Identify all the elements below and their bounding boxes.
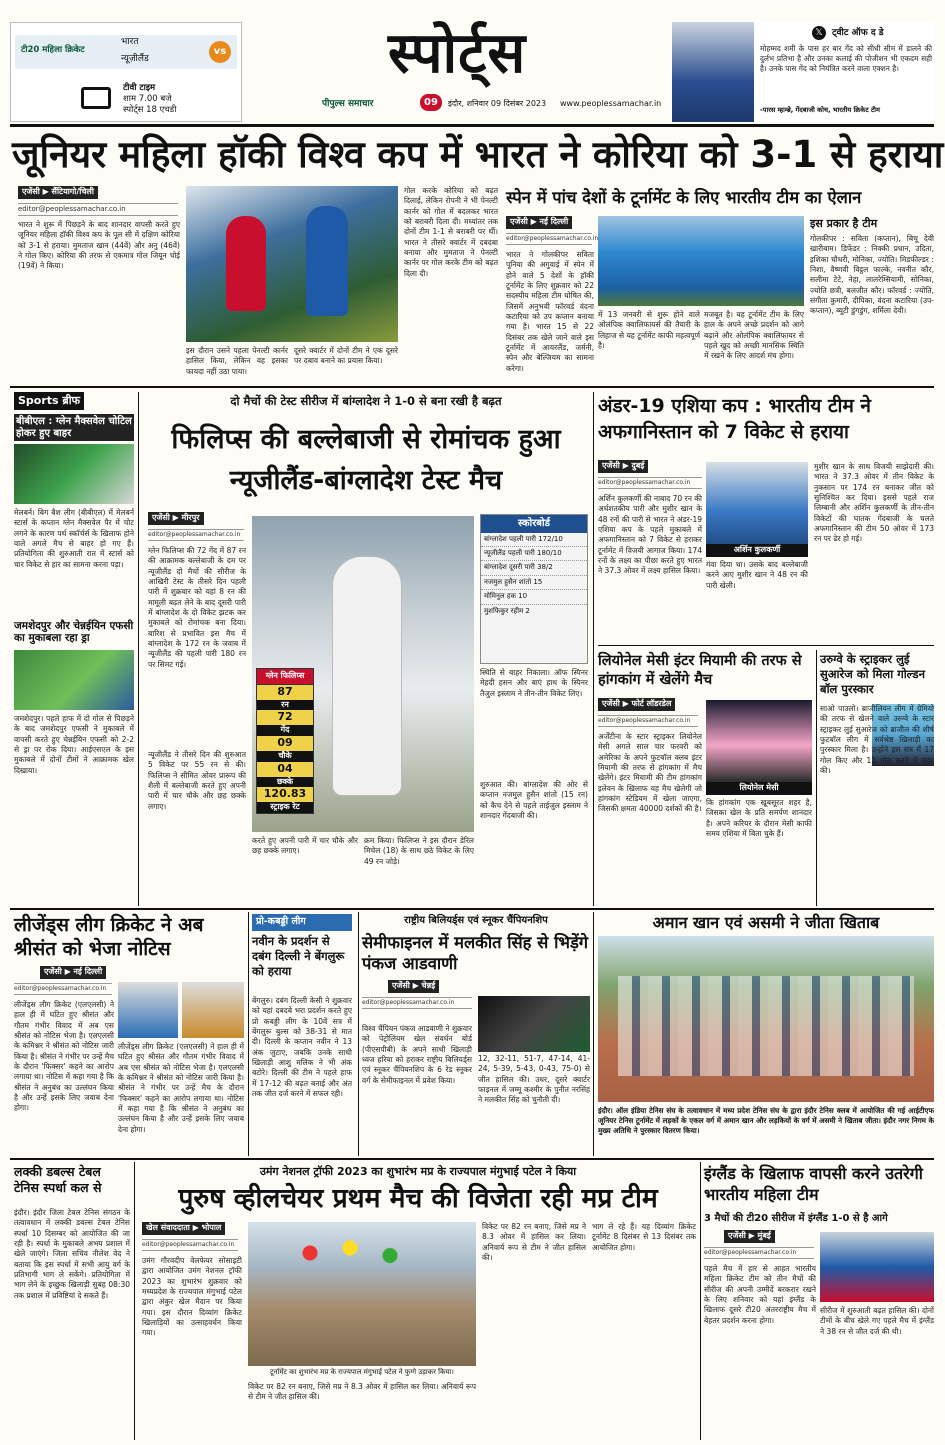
brief-h2: जमशेदपुर और चेन्नईयिन एफसी का मुकाबला रहा ड्रा [14, 620, 134, 645]
uruguay-text: साओ पाउलो। ब्राजीलियन लीग में ग्रेमियो की तरफ से खेलने वाले उरुग्वे के स्टार स्ट्राइकर लुई सुआरेज को ब्राजील की शीर्ष फुटबॉल लीग में सर्वश्रेष्ठ खिलाड़ी का पुरस्कार मिला है। उन्होंने इस सत्र में 17 गोल किए और 11 गोल करने में मदद की। [820, 704, 934, 776]
wheel-kicker: उमंग नेशनल ट्रॉफी 2023 का शुभारंभ मप्र के राज्यपाल मंगुभाई पटेल ने किया [259, 1165, 577, 1178]
stat-value: 04 [277, 761, 293, 775]
coach-photo [672, 22, 754, 122]
stat-row [257, 787, 313, 813]
stat-label: रन [257, 700, 313, 711]
tv-time-label: टीवी टाइम [123, 83, 156, 93]
legends-text-2: लीजेंड्स लीग क्रिकेट (एलएलसी) ने हाल ही में घटित हुए श्रीसंत और गौतम गंभीर विवाद में अब एस श्रीसंत को नोटिस भेजा है। एलएलसी के कमिश्नर ने श्रीसंत को नोटिस जारी किया है। श्रीसंत ने गंभीर पर उन्हें मैच के दौरान 'फिक्सर' कहने का आरोप लगाया था। नोटिस में कहा गया है कि श्रीसंत ने अनुबंध का उल्लंघन किया है और उन्हें इसके लिए जवाब देना होगा। [118, 1042, 244, 1134]
billiards-email: editor@peoplessamachar.co.in [362, 997, 472, 1009]
hockey-byline-text: एजेंसी ▶ सैंटियागो/चिली [18, 186, 98, 199]
score-line: नजमुल हुसैन शांतो 15 [481, 576, 587, 590]
u19-headline: अंडर-19 एशिया कप : भारतीय टीम ने अफगानिस्तान को 7 विकेट से हराया [598, 395, 871, 443]
hockey-caption1: इस दौरान उसने पहला पेनल्टी कार्नर हासिल किया, लेकिन वह इसका फायदा नहीं उठा पाया। [186, 346, 288, 376]
test-byline-text: एजेंसी ▶ मीरपुर [148, 512, 204, 525]
test-caption-left: करते हुए अपनी पारी में चार चौके और छह छक्के लगाए। [252, 836, 358, 856]
score-line: बांग्लादेश पहली पारी 172/10 [481, 533, 587, 547]
advani-photo [478, 996, 590, 1052]
vrule-kabaddi [358, 912, 359, 1156]
u19-col1: अर्शिन कुलकर्णी की नाबाद 70 रन की अर्धशतकीय पारी और मुशीर खान के 48 रनों की पारी से भारत ने अंडर-19 एशिया कप के पहले मुकाबले में अफगानिस्तान को 7 विकेट से हराकर टूर्नामेंट में विजयी आगाज किया। 174 रनों के लक्ष्य का पीछा करते हुए भारत ने 37.3 ओवर में लक्ष्य हासिल किया। [598, 494, 702, 576]
test-col1: ग्लेन फिलिप्स की 72 गेंद में 87 रन की आक्रामक बल्लेबाजी के दम पर न्यूजीलैंड दो मैचों की सीरीज के आखिरी टेस्ट के तीसरे दिन पहली पारी में शुक्रवार को यहां 8 रन की मामूली बढ़त लेने के बाद दूसरी पारी में बांग्लादेश के दो विकेट झटक कर मुकाबले को रोमांचक बना दिया। बारिश से प्रभावित इस मैच में बांग्लादेश के 172 रन के जवाब में न्यूजीलैंड की पहली पारी 180 रन पर सिमट गई। [148, 546, 246, 669]
legends-byline [40, 966, 106, 979]
wheel-photo-caption: टूर्नामेंट का शुभारंभ मप्र के राज्यपाल मंगुभाई पटेल ने फुग्गे उड़ाकर किया। [270, 1368, 454, 1376]
scoreboard-title: स्कोरबोर्ड [481, 515, 587, 533]
tt-text: इंदौर। इंदौर जिला टेबल टेनिस संगठन के तत्वावधान में लक्की डबल्स टेबल टेनिस स्पर्धा 10 दिसम्बर को आयोजित की जा रही है। स्पर्धा के मुकाबले अभय प्रशाल में खेले जाएंगे। जिला सचिव नीलेश वेद ने बताया कि इस स्पर्धा में सभी आयु वर्ग के प्रतिभागी भाग ले सकेंगे। प्रतियोगिता में भाग लेने के इच्छुक खिलाड़ी सुबह 08:30 तक प्रशाल में प्रविष्टियां दे सकते हैं। [14, 1208, 130, 1300]
tv-channel: स्पोर्ट्स 18 एचडी [123, 105, 177, 115]
messi-byline [598, 698, 675, 711]
section-title: स्पोर्ट्स [388, 21, 527, 86]
spain-col1: भारत ने गोलकीपर सविता पूनिया की अगुवाई में स्पेन में होने वाले 5 देशों के हॉकी टूर्नामेंट के लिए शुक्रवार को 22 सदस्यीय महिला टीम घोषित की, जिसमें अनुभवी फॉरवर्ड वंदना कटारिया को उप कप्तान बनाया गया है। भारत 15 से 22 दिसंबर तक खेले जाने वाले इस टूर्नामेंट में आयरलैंड, जर्मनी, स्पेन और बेल्जियम का सामना करेगा। [506, 250, 594, 373]
rule-3 [10, 1158, 934, 1160]
spain-byline [506, 216, 572, 229]
tennis-photo [598, 936, 934, 1102]
dateline: इंदौर, शनिवार 09 दिसंबर 2023 [448, 99, 547, 108]
spain-byline-text: एजेंसी ▶ नई दिल्ली [506, 216, 572, 229]
u19-col2: गंवा दिया था। उसके बाद बल्लेबाजी करने आए मुशीर खान ने 48 रन की पारी खेली। [706, 560, 808, 590]
billiards-kicker: राष्ट्रीय बिलियर्ड्स एवं स्नूकर चैंपियनशिप [404, 915, 548, 926]
spain-col2: मजबूत है। यह टूर्नामेंट टीम के लिए हाल के अपने अच्छे प्रदर्शन को आगे बढ़ाने और ओलंपिक क्वालिफायर से पहले खुद को अच्छी मानसिक स्थिति में रखने के लिए आदर्श मंच होगा। [704, 310, 804, 361]
billiards-text: विश्व चैंपियन पंकज आडवाणी ने शुक्रवार को पेट्रोलियम खेल संवर्धन बोर्ड (पीएसपीबी) के अपने साथी खिलाड़ी ध्वज हरिया को हराकर राष्ट्रीय बिलियर्ड्स एवं स्नूकर चैंपियनशिप के 6 रेड स्नूकर वर्ग के सेमीफाइनल में प्रवेश किया। [362, 1024, 472, 1085]
stat-row [257, 710, 313, 736]
vrule-tt [134, 1162, 135, 1440]
page-number: 09 [420, 94, 442, 111]
gambhir-photo [118, 982, 178, 1038]
team-list: गोलकीपर : सविता (कप्तान), बिचू देवी खारीबाम। डिफेंडर : निक्की प्रधान, उदिता, इशिका चौधरी, मोनिका, ज्योति। मिडफील्डर : निशा, वैष्णवी विट्ठल फाल्के, नवनीत कौर, सलीमा टेटे, नेहा, लालरेम्सियामी, सोनिका, ज्योति छत्री, बलजीत कौर। फॉरवर्ड : ज्योति, संगीता कुमारी, दीपिका, वंदना कटारिया (उप-कप्तान), ब्यूटी डुंगडुंग, शर्मिला देवी। [810, 234, 934, 316]
legends-byline-text: एजेंसी ▶ नई दिल्ली [40, 966, 106, 979]
billiards-byline [388, 980, 439, 993]
womens-text: पहले मैच में हार से आहत भारतीय महिला क्रिकेट टीम को तीन मैचों की सीरीज की अपनी उम्मीदें बरकरार रखने के लिए शनिवार को यहां इंग्लैंड के खिलाफ दूसरे टी20 अंतरराष्ट्रीय मैच में बेहतर प्रदर्शन करना होगा। [704, 1264, 816, 1325]
hockey-byline [18, 186, 98, 199]
wheel-byline [142, 1222, 225, 1235]
kabaddi-headline: नवीन के प्रदर्शन से दबंग दिल्ली ने बेंगलुरू को हराया [252, 934, 345, 978]
spain-email: editor@peoplessamachar.co.in [506, 233, 592, 245]
tweet-box [672, 22, 934, 122]
aman-headline: अमान खान एवं असमी ने जीता खिताब [652, 913, 880, 932]
vrule-wheel [700, 1162, 701, 1440]
kabaddi-tag: प्रो-कबड्डी लीग [252, 914, 352, 931]
scoreboard [480, 514, 588, 664]
tv-box [10, 22, 242, 122]
stat-row [257, 684, 313, 711]
brief-logo-text: Sports ब्रीफ [18, 394, 81, 407]
hockey-photo [186, 186, 398, 342]
uruguay-headline: उरुग्वे के स्ट्राइकर लुई सुआरेज को मिला गोल्डन बॉल पुरस्कार [820, 652, 925, 696]
spain-team-photo [598, 216, 804, 306]
sreesanth-photo [182, 982, 244, 1038]
messi-headline: लियोनेल मेसी इंटर मियामी की तरफ से हांगकांग में खेलेंगे मैच [598, 653, 802, 688]
x-icon: 𝕏 [812, 26, 826, 40]
stat-value: 72 [277, 710, 293, 724]
tweet-text: मोहम्मद शमी के पास हर बार गेंद को सीधी सीम में डालने की दुर्लभ प्रतिभा है और उनका कलाई की पोजीशन भी एकदम सही है। उनके पास गेंद को नियंत्रित करने वाला एक्शन है। [760, 44, 932, 74]
arshin-photo [706, 462, 808, 544]
hockey-headline: जूनियर महिला हॉकी विश्व कप में भारत ने कोरिया को 3-1 से हराया [12, 133, 944, 176]
vrule-legends [248, 912, 249, 1156]
stat-value: 09 [277, 736, 293, 750]
u19-byline [598, 460, 648, 473]
rule-u19 [598, 645, 934, 646]
vrule-brief [138, 392, 139, 906]
tv-category: टी20 महिला क्रिकेट [21, 45, 85, 55]
maxwell-photo [14, 444, 134, 504]
u19-email: editor@peoplessamachar.co.in [598, 477, 702, 489]
rule-2 [10, 908, 934, 910]
legends-email: editor@peoplessamachar.co.in [14, 983, 112, 995]
vs-badge: vs [209, 41, 231, 63]
messi-byline-text: एजेंसी ▶ फोर्ट लॉडरडेल [598, 698, 675, 711]
womens-byline-text: एजेंसी ▶ मुंबई [724, 1230, 775, 1243]
tv-team2: न्यूज़ीलैंड [121, 54, 149, 64]
stat-player-name: ग्लेन फिलिप्स [257, 669, 313, 684]
vrule-messi [816, 650, 817, 906]
test-byline [148, 512, 204, 525]
rule-1 [10, 386, 934, 388]
hockey-col2: गोल करके कोरिया को बढ़त दिलाई, लेकिन रोपनी ने भी पेनल्टी कार्नर को गोल में बदलकर भारत को बराबरी दिला दी। मध्यांतर तक दोनों टीम 1-1 से बराबरी पर थीं। भारत ने तीसरे क्वार्टर में दबदबा बनाया और मुमताज ने पेनल्टी कार्नर पर गोल करके टीम को बढ़त दिला दी। [404, 186, 498, 278]
wheel-col3: भाग ले रहे हैं। यह दिव्यांग क्रिकेट टूर्नामेंट 8 दिसंबर से 13 दिसंबर तक आयोजित होगा। [592, 1222, 696, 1252]
test-caption-right: क्रम किया। फिलिप्स ने इस दौरान डेरिल मिचेल (18) के साथ छठे विकेट के लिए 49 रन जोड़े। [364, 836, 474, 866]
tennis-group [618, 976, 914, 1076]
test-email: editor@peoplessamachar.co.in [148, 529, 244, 541]
player-red [226, 216, 266, 311]
womens-photo [820, 1232, 934, 1302]
spain-caption: में 13 जनवरी से शुरू होने वाले ओलंपिक क्वालिफायर्स की तैयारी के लिहाज से यह टूर्नामेंट काफी महत्वपूर्ण है। [598, 310, 700, 351]
vrule-billiards [593, 912, 594, 1156]
stat-row [257, 736, 313, 762]
stat-label: स्ट्राइक रेट [257, 802, 313, 813]
wheel-photo-below: विकेट पर 82 रन बनाए, जिसे मप्र ने 8.3 ओवर में हासिल कर लिया। अनिवार्य रूप से टीम ने जीत हासिल की। [248, 1382, 476, 1402]
messi-caption: लियोनेल मेसी [706, 782, 812, 795]
stat-value: 120.83 [263, 787, 307, 801]
womens-email: editor@peoplessamachar.co.in [704, 1247, 814, 1259]
aman-caption: इंदौर। ऑल इंडिया टेनिस संघ के तत्वावधान में मध्य प्रदेश टेनिस संघ के द्वारा इंदौर टेनिस क्लब में आयोजित की गई आईटीएफ जूनियर टेनिस टूर्नामेंट में लड़कों के एकल वर्ग में अमान खान और लड़कियों के वर्ग में असमी ने खिताब जीता। इंदौर नगर निगम के मुख्य अतिथि ने पुरस्कार वितरण किया। [598, 1106, 934, 1135]
wheel-text: उमंग गौरवदीप वेलफेयर सोसाइटी द्वारा आयोजित उमंग नेशनल ट्रॉफी 2023 का शुभारंभ शुक्रवार को मध्यप्रदेश के राज्यपाल मंगुभाई पटेल द्वारा अंकुर खेल मैदान पर किया गया। इस दौरान दिव्यांग क्रिकेट खिलाड़ियों का उत्साहवर्धन किया गया। [142, 1256, 242, 1338]
batsman [332, 556, 402, 796]
womens-kicker: 3 मैचों की टी20 सीरीज में इंग्लैंड 1-0 से है आगे [704, 1213, 888, 1224]
tweet-credit: -पारस म्हाम्ब्रे, गेंदबाजी कोच, भारतीय क्रिकेट टीम [760, 106, 880, 114]
test-tail: शुरुआत की। बांग्लादेश की ओर से कप्तान नजमुल हुसैन शांतो (15 रन) को कैच देने से पहले ताईजुल इस्लाम ने शानदार गेंदबाजी की। [480, 780, 588, 821]
wheel-photo [248, 1222, 476, 1366]
billiards-headline: सेमीफाइनल में मलकीत सिंह से भिड़ेंगे पंकज आडवाणी [362, 933, 589, 974]
test-col2: न्यूजीलैंड ने तीसरे दिन की शुरुआत 5 विकेट पर 55 रन से की। फिलिप्स ने सीमित ओवर प्रारूप की शैली में बल्लेबाजी करते हुए अपनी पारी में चार चौके और छह छक्के लगाए। [148, 750, 246, 811]
kabaddi-text: बेंगलुरु। दबंग दिल्ली केसी ने शुक्रवार को यहां दबदबे भरा प्रदर्शन करते हुए प्रो कबड्डी लीग के 10वें सत्र में बेंगलुरू बुल्स को 38-31 से मात दी। दिल्ली के कप्तान नवीन ने 13 अंक जुटाए, जबकि उनके साथी खिलाड़ी आशु मलिक ने भी अंक बटोरे। दिल्ली की टीम ने पहले हाफ में 17-12 की बढ़त बनाई और अंत तक जीत दर्ज करने में सफल रही। [252, 996, 352, 1099]
tv-icon [81, 87, 111, 109]
messi-email: editor@peoplessamachar.co.in [598, 715, 698, 727]
team-list-title: इस प्रकार है टीम [810, 217, 878, 230]
messi-text: अर्जेंटीना के स्टार स्ट्राइकर लियोनेल मेसी अगले साल चार फरवरी को अमेरिका के अपने फुटबॉल क्लब इंटर मियामी की तरफ से हांगकांग में मैच खेलेंगे। इंटर मियामी की टीम हांगकांग इलेवन के खिलाफ यह मैच खेलेगी जो हांगकांग स्टेडियम में खेला जाएगा, जिसकी क्षमता 40000 दर्शकों की है। [598, 732, 702, 814]
stat-label: चौके [257, 751, 313, 762]
score-line: मोमिनुल हक 10 [481, 590, 587, 604]
tv-time: शाम 7.00 बजे [123, 94, 172, 104]
wheel-headline: पुरुष व्हीलचेयर प्रथम मैच की विजेता रही मप्र टीम [178, 1183, 658, 1214]
wheel-byline-text: खेल संवाददाता ▶ भोपाल [142, 1222, 225, 1235]
stat-row [257, 762, 313, 788]
u19-byline-text: एजेंसी ▶ दुबई [598, 460, 648, 473]
spain-headline: स्पेन में पांच देशों के टूर्नामेंट के लिए भारतीय टीम का ऐलान [506, 188, 862, 207]
tt-headline: लक्की डबल्स टेबल टेनिस स्पर्धा कल से [14, 1164, 102, 1196]
messi-photo [706, 700, 812, 782]
masthead-rule [10, 124, 934, 127]
stat-value: 87 [277, 684, 293, 698]
stat-label: गेंद [257, 725, 313, 736]
arshin-caption: अर्शिन कुलकर्णी [706, 544, 808, 557]
brief-h1: बीबीएल : ग्लेन मैक्सवेल चोटिल होकर हुए बाहर [14, 414, 134, 441]
tv-team1: भारत [121, 37, 139, 47]
player-stat-box [256, 668, 314, 814]
score-line: न्यूजीलैंड पहली पारी 180/10 [481, 547, 587, 561]
hockey-col1: भारत ने शुरू में पिछड़ने के बाद शानदार वापसी करते हुए जूनियर महिला हॉकी विश्व कप के पूल सी में दक्षिण कोरिया को 3-1 से हराया। मुमताज खान (44वें) और अनु (46वें) ने गोल किए। कोरिया की तरफ से एकमात्र गोल जियून चोई (19वें) ने किया। [18, 220, 180, 271]
wheel-email: editor@peoplessamachar.co.in [142, 1239, 238, 1251]
billiards-right: 12, 32-11, 51-7, 47-14, 41-24, 5-39, 5-43, 0-43, 75-0) से जीत हासिल की। उधर, दूसरे क्वार्टर फाइनल में जम्मू कश्मीर के पुनीत नरसिंह ने मलकीत सिंह को चुनौती दी। [478, 1054, 590, 1105]
messi-text2: कि हांगकांग एक खूबसूरत शहर है, जिसका खेल के प्रति समर्पण शानदार है। अपने करियर के दौरान मेसी काफी समय एशिया में बिता चुके हैं। [706, 798, 812, 839]
womens-headline: इंग्लैंड के खिलाफ वापसी करने उतरेगी भारतीय महिला टीम [704, 1164, 923, 1204]
u19-col3: मुशीर खान के साथ विजयी साझेदारी की। भारत ने 37.3 ओवर में तीन विकेट के नुकसान पर 174 रन बनाकर जीत को सुनिश्चित कर दिया। इससे पहले राज लिम्बानी और अर्शिन कुलकर्णी के तीन-तीन विकेटों की घातक गेंदबाजी के चलते अफगानिस्तान की टीम 50 ओवर में 173 रन पर ढेर हो गई। [814, 462, 934, 544]
player-blue [306, 206, 348, 316]
football-photo [14, 650, 134, 710]
paper-name: पीपुल्स समाचार [322, 99, 374, 109]
score-tail: स्थिति से बाहर निकाला। ऑफ स्पिनर मेहदी हसन और बाएं हाथ के स्पिनर तैजुल इस्लाम ने तीन-तीन विकेट लिए। [480, 668, 588, 698]
legends-headline: लीजेंड्स लीग क्रिकेट ने अब श्रीसंत को भेजा नोटिस [14, 914, 204, 960]
hockey-caption2: दूसरे क्वार्टर में दोनों टीम ने एक दूसरे पर दबाव बनाने का प्रयास किया। [294, 346, 398, 366]
tweet-title: ट्वीट ऑफ द डे [832, 28, 884, 38]
score-line: बांग्लादेश दूसरी पारी 38/2 [481, 561, 587, 575]
website: www.peoplessamachar.in [560, 99, 662, 108]
legends-text: लीजेंड्स लीग क्रिकेट (एलएलसी) ने हाल ही में घटित हुए श्रीसंत और गौतम गंभीर विवाद में अब एस श्रीसंत को नोटिस भेजा है। एलएलसी के कमिश्नर ने श्रीसंत को नोटिस जारी किया है। श्रीसंत ने गंभीर पर उन्हें मैच के दौरान 'फिक्सर' कहने का आरोप लगाया था। नोटिस में कहा गया है कि श्रीसंत ने अनुबंध का उल्लंघन किया है और उन्हें इसके लिए जवाब देना होगा। [14, 1000, 114, 1113]
test-headline: फिलिप्स की बल्लेबाजी से रोमांचक हुआ न्यूजीलैंड-बांग्लादेश टेस्ट मैच [171, 424, 561, 496]
vrule-test [593, 392, 594, 906]
hockey-email: editor@peoplessamachar.co.in [18, 203, 178, 216]
brief-t1: मेलबर्न। बिग बैश लीग (बीबीएल) में मेलबर्न स्टार्स के कप्तान ग्लेन मैक्सवेल पैर में चोट लगने के कारण पर्थ स्कॉर्चर्स के खिलाफ होने वाले अगले मैच से बाहर हो गए हैं। प्रतियोगिता की शुरुआती रात में स्टार्स को चार विकेट से हार का सामना करना पड़ा। [14, 508, 134, 569]
billiards-byline-text: एजेंसी ▶ चेन्नई [388, 980, 439, 993]
score-line: मुशफिकुर रहीम 2 [484, 606, 530, 615]
womens-col2: सीरीज में शुरुआती बढ़त हासिल की। दोनों टीमों के बीच खेले गए पहले मैच में इंग्लैंड ने 38 रन से जीत दर्ज की थी। [820, 1306, 934, 1336]
test-kicker: दो मैचों की टेस्ट सीरीज में बांग्लादेश ने 1-0 से बना रखी है बढ़त [230, 394, 502, 408]
womens-byline [724, 1230, 775, 1243]
wheel-col2: विकेट पर 82 रन बनाए, जिसे मप्र ने 8.3 ओवर में हासिल कर लिया। अनिवार्य रूप से टीम ने जीत हासिल की। [482, 1222, 586, 1263]
brief-t2: जमशेदपुर। पहले हाफ में दो गोल से पिछड़ने के बाद जमशेदपुर एफसी ने मुकाबले में वापसी करते हुए चेन्नईयिन एफसी को 2-2 से ड्रा पर रोक दिया। आईएसएल के इस मुकाबले में दोनों टीमों ने आक्रामक खेल दिखाया। [14, 714, 134, 775]
stat-label: छक्के [257, 777, 313, 788]
brief-logo [14, 392, 84, 410]
balloons [278, 1228, 438, 1278]
